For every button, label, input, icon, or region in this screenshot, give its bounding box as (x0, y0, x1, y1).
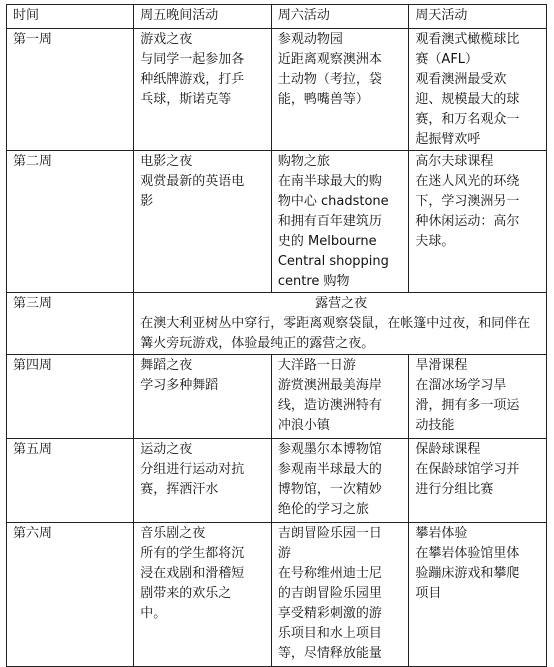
friday-cell (134, 523, 272, 667)
cell-line: 乓球，斯诺克等 (140, 92, 232, 107)
cell-line: 在南半球最大的购 (277, 174, 382, 189)
cell-line: 观看澳式橄榄球比 (415, 32, 520, 47)
cell-line: 动技能 (415, 418, 455, 433)
cell-line: 种纸牌游戏，打乒 (140, 72, 245, 87)
header-friday: 周五晚间活动 (134, 5, 272, 29)
friday-cell (134, 29, 272, 151)
camping-description: 在澳大利亚树丛中穿行，零距离观察袋鼠，在帐篷中过夜，和同伴在篝火旁玩游戏，体验最纯正的露营之夜。 (140, 316, 531, 351)
cell-line: 舞蹈之夜 (140, 358, 193, 373)
cell-line: 赛，和万名观众一 (415, 112, 520, 127)
cell-line: 购物之旅 (277, 154, 330, 169)
friday-cell (134, 151, 272, 293)
cell-line: 赛，挥洒汗水 (140, 482, 219, 497)
cell-line: Central shopping (277, 254, 389, 269)
sunday-cell (409, 151, 547, 293)
cell-line: 在迷人风光的环绕 (415, 174, 520, 189)
camping-night-cell (134, 293, 547, 355)
cell-line: 浸在戏剧和滑稽短 (140, 566, 245, 581)
cell-line: 运动之夜 (140, 442, 193, 457)
cell-line: 进行分组比赛 (415, 482, 494, 497)
cell-line: 等，尽情释放能量 (277, 646, 382, 661)
header-row (7, 5, 547, 29)
cell-line: 参观墨尔本博物馆 (277, 442, 382, 457)
cell-line: 在号称维州迪士尼 (277, 566, 382, 581)
cell-line: 游 (277, 546, 291, 561)
cell-line: 大洋路一日游 (277, 358, 356, 373)
header-sunday: 周天活动 (409, 5, 547, 29)
week-cell: 第一周 (7, 29, 134, 151)
cell-line: 享受精彩刺激的游 (277, 606, 382, 621)
header-saturday: 周六活动 (271, 5, 409, 29)
cell-line: 音乐剧之夜 (140, 526, 206, 541)
cell-line: 物中心 chadstone (277, 194, 389, 209)
week-cell: 第二周 (7, 151, 134, 293)
cell-line: 乐项目和水上项目 (277, 626, 382, 641)
week-cell: 第五周 (7, 439, 134, 523)
cell-line: 验蹦床游戏和攀爬 (415, 566, 520, 581)
cell-line: 参观南半球最大的 (277, 462, 382, 477)
sunday-cell (409, 439, 547, 523)
cell-line: centre 购物 (277, 274, 350, 289)
cell-line: 迎、规模最大的球 (415, 92, 520, 107)
cell-line: 参观动物园 (277, 32, 343, 47)
saturday-cell (271, 29, 409, 151)
sunday-cell (409, 29, 547, 151)
week-cell: 第六周 (7, 523, 134, 667)
saturday-cell (271, 355, 409, 439)
cell-line: 与同学一起参加各 (140, 52, 245, 67)
week-cell: 第四周 (7, 355, 134, 439)
cell-line: 的吉朗冒险乐园里 (277, 586, 382, 601)
friday-cell (134, 355, 272, 439)
cell-line: 学习多种舞蹈 (140, 378, 219, 393)
saturday-cell (271, 151, 409, 293)
saturday-cell (271, 439, 409, 523)
week-cell: 第三周 (7, 293, 134, 355)
cell-line: 滑，拥有多一项运 (415, 398, 520, 413)
cell-line: 起振臂欢呼 (415, 132, 481, 147)
sunday-cell (409, 355, 547, 439)
cell-line: 能，鸭嘴兽等） (277, 92, 369, 107)
cell-line: 攀岩体验 (415, 526, 468, 541)
cell-line: 在溜冰场学习旱 (415, 378, 507, 393)
cell-line: 观看澳洲最受欢 (415, 72, 507, 87)
table-row (7, 355, 547, 439)
table-row (7, 523, 547, 667)
cell-line: 吉朗冒险乐园一日 (277, 526, 382, 541)
friday-cell (134, 439, 272, 523)
table-row (7, 151, 547, 293)
header-time: 时间 (7, 5, 134, 29)
activity-schedule-table (6, 4, 547, 667)
cell-line: 土动物（考拉，袋 (277, 72, 382, 87)
cell-line: 保龄球课程 (415, 442, 481, 457)
cell-line: 中。 (140, 606, 167, 621)
saturday-cell (271, 523, 409, 667)
cell-line: 在攀岩体验馆里体 (415, 546, 520, 561)
cell-line: 夫球。 (415, 234, 455, 249)
cell-line: 影 (140, 194, 154, 209)
cell-line: 游赏澳洲最美海岸 (277, 378, 382, 393)
sunday-cell (409, 523, 547, 667)
cell-line: 在保龄球馆学习并 (415, 462, 520, 477)
cell-line: 冲浪小镇 (277, 418, 330, 433)
cell-line: 赛（AFL） (415, 52, 479, 67)
cell-line: 项目 (415, 586, 442, 601)
cell-line: 分组进行运动对抗 (140, 462, 245, 477)
table-row (7, 439, 547, 523)
cell-line: 绝伦的学习之旅 (277, 502, 369, 517)
cell-line: 下，学习澳洲另一 (415, 194, 520, 209)
cell-line: 博物馆，一次精妙 (277, 482, 382, 497)
table-row (7, 293, 547, 355)
table-row (7, 29, 547, 151)
cell-line: 剧带来的欢乐之 (140, 586, 232, 601)
cell-line: 近距离观察澳洲本 (277, 52, 382, 67)
camping-title: 露营之夜 (315, 296, 368, 311)
cell-line: 线，造访澳洲特有 (277, 398, 382, 413)
cell-line: 和拥有百年建筑历 (277, 214, 382, 229)
cell-line: 高尔夫球课程 (415, 154, 494, 169)
cell-line: 旱滑课程 (415, 358, 468, 373)
cell-line: 所有的学生都将沉 (140, 546, 245, 561)
cell-line: 电影之夜 (140, 154, 193, 169)
cell-line: 史的 Melbourne (277, 234, 377, 249)
cell-line: 种休闲运动：高尔 (415, 214, 520, 229)
cell-line: 游戏之夜 (140, 32, 193, 47)
cell-line: 观赏最新的英语电 (140, 174, 245, 189)
